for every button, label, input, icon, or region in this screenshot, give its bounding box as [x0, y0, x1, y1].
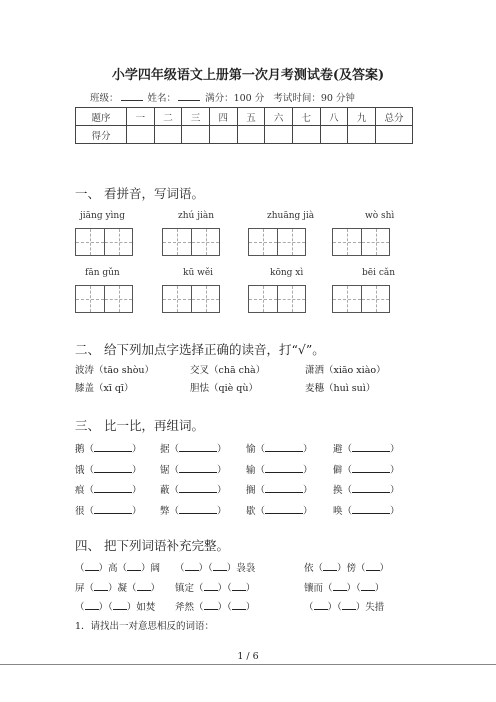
answer-blank[interactable]: [94, 581, 108, 591]
character: 蔽: [160, 485, 170, 496]
exam-time: 考试时间：90 分钟: [273, 93, 355, 104]
section1-heading: 一、 看拼音，写词语。: [75, 186, 204, 201]
answer-blank[interactable]: [94, 463, 132, 473]
compare-word-item: 据（ ）: [160, 444, 227, 455]
compare-word-item: 僻（ ）: [333, 464, 400, 476]
answer-blank[interactable]: [265, 483, 303, 493]
score-header-cell: 一: [127, 108, 155, 126]
score-cell[interactable]: [265, 126, 293, 144]
writing-grid[interactable]: [332, 285, 390, 313]
answer-blank[interactable]: [204, 600, 218, 610]
idiom-item: [304, 560, 389, 574]
writing-grid[interactable]: [248, 228, 306, 256]
compare-word-item: 锯（ ）: [160, 464, 227, 476]
character: 愉: [246, 444, 256, 455]
writing-cell[interactable]: [333, 286, 361, 312]
compare-word-item: 饿（ ）: [75, 464, 142, 476]
character: 唤: [333, 505, 343, 517]
question-1: 1．请找出一对意思相反的词语：: [75, 621, 215, 632]
section2-heading: 二、 给下列加点字选择正确的读音，打“√”。: [75, 342, 325, 357]
writing-cell[interactable]: [76, 286, 104, 312]
idiom-text: ）（: [217, 602, 232, 613]
writing-grid[interactable]: [162, 228, 220, 256]
idiom-text: ）: [374, 582, 385, 594]
answer-blank[interactable]: [94, 504, 132, 514]
idiom-item: [75, 599, 155, 613]
answer-blank[interactable]: [323, 561, 337, 571]
score-header-cell: 五: [237, 108, 265, 126]
writing-cell[interactable]: [163, 286, 191, 312]
answer-blank[interactable]: [232, 581, 246, 591]
compare-word-item: 搁（ ）: [246, 485, 313, 496]
pinyin-label: wò shì: [365, 211, 395, 221]
pinyin-label: zhuāng jià: [267, 211, 315, 221]
full-score: 满分：100 分: [205, 93, 265, 104]
writing-cell[interactable]: [191, 286, 219, 312]
character: 输: [246, 464, 256, 476]
score-header-cell: 二: [154, 108, 182, 126]
idiom-text: （: [75, 602, 85, 613]
compare-word-item: 避（ ）: [333, 444, 400, 455]
character: 痕: [75, 485, 85, 496]
answer-blank[interactable]: [265, 442, 303, 452]
answer-blank[interactable]: [352, 483, 390, 493]
idiom-text: ）: [245, 582, 256, 594]
compare-word-item: 唤（ ）: [333, 505, 400, 517]
writing-grid[interactable]: [332, 228, 390, 256]
score-header-row: [76, 108, 413, 126]
writing-grid[interactable]: [248, 285, 306, 313]
answer-blank[interactable]: [85, 561, 99, 571]
compare-word-item: 很（ ）: [75, 505, 142, 517]
compare-word-item: 弊（ ）: [160, 505, 227, 517]
section3-heading: 三、 比一比，再组词。: [75, 418, 204, 433]
answer-blank[interactable]: [179, 483, 217, 493]
idiom-text: 屏（: [75, 582, 95, 594]
idiom-text: （: [304, 602, 314, 613]
score-header-cell: 九: [348, 108, 376, 126]
writing-cell[interactable]: [104, 229, 132, 255]
writing-cell[interactable]: [249, 286, 277, 312]
answer-blank[interactable]: [265, 504, 303, 514]
answer-blank[interactable]: [185, 561, 199, 571]
score-cell[interactable]: [376, 126, 413, 144]
page-number: 1 / 6: [237, 651, 259, 662]
idiom-text: 依（: [304, 563, 324, 574]
score-header-cell: 八: [320, 108, 348, 126]
section4-heading: 四、 把下列词语补充完整。: [75, 538, 229, 553]
score-value-row: [76, 126, 413, 144]
class-blank: [121, 92, 143, 101]
character: 鹅: [75, 444, 85, 455]
idiom-text: ）高（: [98, 563, 128, 574]
idiom-text: （: [175, 563, 185, 574]
score-cell[interactable]: [292, 126, 320, 144]
compare-word-item: 愉（ ）: [246, 444, 313, 455]
idiom-text: ）（: [346, 582, 361, 594]
writing-grid[interactable]: [75, 228, 133, 256]
idiom-text: ）: [150, 582, 161, 594]
idiom-item: [75, 560, 160, 574]
answer-blank[interactable]: [127, 561, 141, 571]
idiom-text: ）凝（: [108, 582, 137, 594]
pinyin-label: jiāng yìng: [80, 211, 125, 221]
reading-choice[interactable]: 交叉（chā chà）: [190, 365, 266, 376]
character: 很: [75, 505, 85, 517]
idiom-text: （: [75, 563, 85, 574]
idiom-text: 斧然（: [175, 602, 204, 613]
score-header-cell: 六: [265, 108, 293, 126]
idiom-text: ）（: [327, 602, 342, 613]
name-blank: [178, 92, 200, 101]
answer-blank[interactable]: [352, 463, 390, 473]
character: 歇: [246, 505, 256, 517]
idiom-item: [175, 560, 255, 574]
idiom-item: [175, 580, 255, 594]
exam-title: 小学四年级语文上册第一次月考测试卷(及答案): [111, 68, 385, 83]
pinyin-label: bēi cǎn: [362, 268, 396, 278]
writing-grid[interactable]: [162, 285, 220, 313]
pinyin-label: zhú jiàn: [178, 211, 215, 221]
compare-word-item: 输（ ）: [246, 464, 313, 476]
score-cell[interactable]: [209, 126, 237, 144]
score-cell[interactable]: [154, 126, 182, 144]
character: 弊: [160, 505, 170, 517]
writing-grid[interactable]: [75, 285, 133, 313]
idiom-item: [175, 599, 255, 613]
score-cell[interactable]: [320, 126, 348, 144]
writing-cell[interactable]: [249, 229, 277, 255]
answer-blank[interactable]: [137, 581, 151, 591]
score-cell[interactable]: [348, 126, 376, 144]
writing-cell[interactable]: [163, 229, 191, 255]
name-label: 姓名：: [147, 93, 177, 104]
compare-word-item: 换（ ）: [333, 485, 400, 496]
idiom-item: [75, 580, 160, 594]
compare-word-item: 鹅（ ）: [75, 444, 142, 455]
score-header-cell: 总分: [376, 108, 413, 126]
answer-blank[interactable]: [213, 561, 227, 571]
idiom-text: ）失措: [355, 602, 385, 613]
answer-blank[interactable]: [94, 483, 132, 493]
answer-blank[interactable]: [179, 504, 217, 514]
reading-choice[interactable]: 麦穗（huì suì）: [305, 383, 376, 394]
score-header-cell: 七: [292, 108, 320, 126]
writing-cell[interactable]: [277, 286, 305, 312]
answer-blank[interactable]: [179, 442, 217, 452]
answer-blank[interactable]: [352, 504, 390, 514]
character: 避: [333, 444, 343, 455]
score-header-cell: 四: [209, 108, 237, 126]
character: 搁: [246, 485, 256, 496]
reading-choice[interactable]: 胆怯（qiè qù）: [190, 383, 258, 394]
compare-word-item: 歇（ ）: [246, 505, 313, 517]
idiom-text: ）: [379, 563, 390, 574]
writing-cell[interactable]: [361, 229, 389, 255]
answer-blank[interactable]: [352, 442, 390, 452]
character: 换: [333, 485, 343, 496]
answer-blank[interactable]: [113, 600, 127, 610]
answer-blank[interactable]: [366, 561, 380, 571]
score-cell[interactable]: [237, 126, 265, 144]
idiom-item: [304, 599, 384, 613]
answer-blank[interactable]: [333, 581, 347, 591]
idiom-text: ）: [245, 602, 256, 613]
compare-word-item: 痕（ ）: [75, 485, 142, 496]
idiom-text: ）袅袅: [226, 563, 256, 574]
idiom-text: ）（: [198, 563, 213, 574]
exam-info: [90, 90, 355, 104]
idiom-text: ）阔: [141, 563, 161, 574]
idiom-text: ）傍（: [337, 563, 366, 574]
footer-divider: [0, 664, 496, 665]
score-cell[interactable]: [182, 126, 210, 144]
character: 据: [160, 444, 170, 455]
writing-cell[interactable]: [76, 229, 104, 255]
reading-choice[interactable]: 波涛（tāo shòu）: [75, 365, 155, 376]
answer-blank[interactable]: [179, 463, 217, 473]
answer-blank[interactable]: [265, 463, 303, 473]
score-header-cell: 三: [182, 108, 210, 126]
reading-choice[interactable]: 潇洒（xiāo xiào）: [305, 365, 386, 376]
answer-blank[interactable]: [94, 442, 132, 452]
character: 饿: [75, 464, 85, 476]
score-row-label: 得分: [76, 126, 127, 144]
compare-word-item: 蔽（ ）: [160, 485, 227, 496]
pinyin-label: kū wěi: [183, 268, 214, 278]
score-header-cell: 题序: [76, 108, 127, 126]
idiom-text: ）（: [217, 582, 232, 594]
answer-blank[interactable]: [314, 600, 328, 610]
answer-blank[interactable]: [361, 581, 375, 591]
answer-blank[interactable]: [204, 581, 218, 591]
class-label: 班级：: [90, 93, 119, 104]
pinyin-label: kōng xì: [270, 268, 304, 278]
character: 锯: [160, 464, 170, 476]
writing-cell[interactable]: [191, 229, 219, 255]
answer-blank[interactable]: [232, 600, 246, 610]
score-table: [75, 107, 413, 144]
idiom-text: ）（: [98, 602, 113, 613]
pinyin-label: fān gǔn: [85, 268, 120, 278]
idiom-text: 镶而（: [304, 582, 333, 594]
answer-blank[interactable]: [342, 600, 356, 610]
writing-cell[interactable]: [277, 229, 305, 255]
idiom-item: [304, 580, 384, 594]
idiom-text: 镇定（: [175, 582, 204, 594]
writing-cell[interactable]: [104, 286, 132, 312]
writing-cell[interactable]: [333, 229, 361, 255]
reading-choice[interactable]: 膝盖（xī qī）: [75, 383, 134, 394]
answer-blank[interactable]: [85, 600, 99, 610]
writing-cell[interactable]: [361, 286, 389, 312]
idiom-text: ）如焚: [126, 602, 156, 613]
score-cell[interactable]: [127, 126, 155, 144]
character: 僻: [333, 464, 343, 476]
